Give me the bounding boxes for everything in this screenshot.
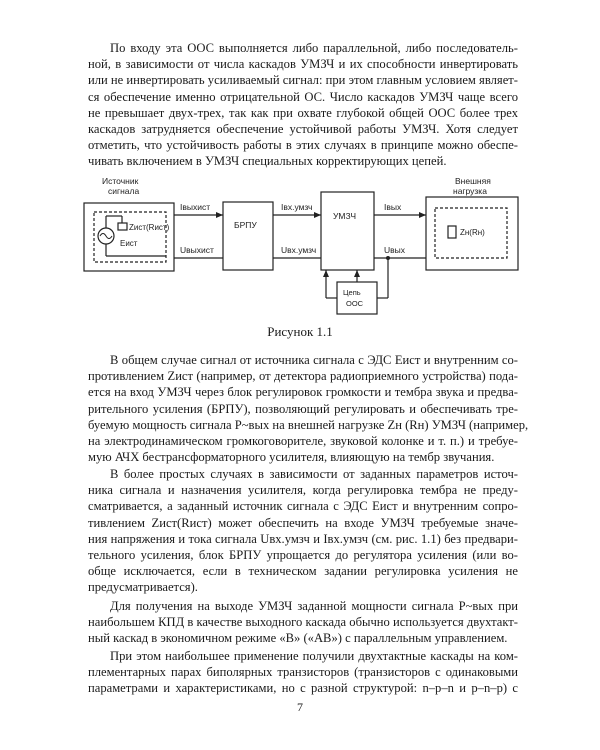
junction-dot bbox=[386, 256, 390, 260]
text-line: ника сигнала и назначения усилителя, когда регулировка тембра не преду- bbox=[88, 483, 518, 498]
paragraph-5 bbox=[88, 648, 518, 697]
feedback-label-line2: ООС bbox=[346, 299, 364, 308]
z-load-label: Zн(Rн) bbox=[460, 228, 485, 237]
amp-label: УМЗЧ bbox=[333, 211, 357, 221]
text-line: плементарных парах биполярных транзисторов (транзисторов с одинаковыми bbox=[88, 665, 518, 680]
text-line: ется на вход УМЗЧ через блок регулировок громкости и тембра звука и предва- bbox=[88, 385, 518, 400]
u-out-label: Uвых bbox=[384, 245, 406, 255]
text-line: чивать включением в УМЗЧ специальных корректирующих цепей. bbox=[88, 154, 447, 169]
i-out-label: Iвых bbox=[384, 202, 402, 212]
z-source-label: Zист(Rист) bbox=[129, 223, 170, 232]
text-line: наибольшем КПД в качестве выходного каскада обычно используется двухтакт- bbox=[88, 615, 518, 630]
text-line: При этом наибольшее применение получили двухтактные каскады на ком- bbox=[110, 649, 518, 663]
text-line: на электродинамическом громкоговорителе, звуковой колонке и т. п.) и требуе- bbox=[88, 434, 518, 449]
paragraph-3 bbox=[88, 466, 518, 596]
text-line: рительного усиления (БРПУ), позволяющий регулировать и обеспечивать тре- bbox=[88, 401, 518, 416]
i-in-amp-label: Iвх.умзч bbox=[281, 202, 313, 212]
brpu-label: БРПУ bbox=[234, 220, 257, 230]
arrow-up bbox=[354, 270, 360, 277]
figure-caption: Рисунок 1.1 bbox=[267, 324, 333, 339]
arrow-right bbox=[419, 212, 426, 218]
paragraph-1 bbox=[88, 40, 518, 170]
paragraph-4 bbox=[88, 598, 518, 647]
load-label-line1: Внешняя bbox=[455, 176, 491, 186]
text-line: обще исключается, если в техническом задании регулировка усиления не bbox=[88, 564, 518, 579]
arrow-up bbox=[323, 270, 329, 277]
feedback-label-line1: Цепь bbox=[343, 288, 361, 297]
amp-block bbox=[321, 192, 374, 270]
arrow-right bbox=[216, 212, 223, 218]
source-label-line2: сигнала bbox=[108, 186, 140, 196]
text-line: или не инвертировать усиливаемый сигнал: при этом главным условием являет- bbox=[88, 73, 518, 88]
z-source-resistor bbox=[118, 223, 127, 230]
text-line: сматривается, а заданный источник сигнала с ЭДС Eист и внутренним сопро- bbox=[88, 499, 518, 514]
brpu-block bbox=[223, 202, 273, 270]
block-diagram bbox=[0, 170, 600, 320]
feedback-block bbox=[337, 282, 377, 314]
text-line: мую АЧХ бестрансформаторного усилителя, влияющую на тембр звучания. bbox=[88, 450, 495, 465]
text-line: каскадов затрудняется обеспечение устойчивой работы УМЗЧ. Хотя следует bbox=[88, 122, 518, 137]
text-line: ной, в зависимости от числа каскадов УМЗЧ и их способности инвертировать bbox=[88, 57, 518, 72]
text-line: буемую мощность сигнала P~вых на внешней нагрузке Zн (Rн) УМЗЧ (например, bbox=[88, 417, 529, 432]
load-resistor bbox=[448, 226, 456, 238]
text-line: В общем случае сигнал от источника сигнала с ЭДС Eист и внутренним со- bbox=[110, 353, 518, 367]
text-line: ся обеспечение именно отрицательной ОС. Число каскадов УМЗЧ чаще всего bbox=[88, 89, 518, 104]
e-source-label: Eист bbox=[120, 239, 138, 248]
text-line: Для получения на выходе УМЗЧ заданной мощности сигнала P~вых при bbox=[110, 599, 518, 613]
text-line: параметрами и характеристиками, но с разной структурой: n–p–n и p–n–p) с bbox=[88, 681, 518, 696]
text-line: В более простых случаях в зависимости от заданных параметров источ- bbox=[110, 467, 518, 481]
text-line: ный каскад в экономичном режиме «В» («АВ») с параллельным управлением. bbox=[88, 631, 508, 646]
u-in-amp-label: Uвх.умзч bbox=[281, 245, 317, 255]
source-inner-dashed bbox=[94, 212, 166, 262]
text-line: противлением Zист (например, от детектора радиоприемного устройства) пода- bbox=[88, 369, 518, 384]
text-line: предусматривается). bbox=[88, 580, 198, 595]
i-out-source-label: Iвыхист bbox=[180, 202, 211, 212]
arrow-right bbox=[314, 212, 321, 218]
page-number: 7 bbox=[297, 700, 303, 714]
text-line: тельного усиления, блок БРПУ упрощается до регулятора усиления (или во- bbox=[88, 548, 518, 563]
u-out-source-label: Uвыхист bbox=[180, 245, 214, 255]
paragraph-2 bbox=[88, 352, 529, 465]
text-line: тивлением Zист(Rист) может обеспечить на входе УМЗЧ требуемые значе- bbox=[88, 515, 518, 530]
source-label-line1: Источник bbox=[102, 176, 139, 186]
load-label-line2: нагрузка bbox=[453, 186, 487, 196]
text-line: отметить, что устойчивость работы в этих случаях в принципе можно обеспе- bbox=[88, 138, 518, 153]
text-line: По входу эта ООС выполняется либо параллельной, либо последователь- bbox=[110, 41, 518, 55]
text-line: ния напряжения и тока сигнала Uвх.умзч и Iвх.умзч (см. рис. 1.1) без предвари- bbox=[88, 531, 518, 546]
text-line: не превышает двух-трех, так как при охвате глубокой общей ООС более трех bbox=[88, 105, 518, 120]
